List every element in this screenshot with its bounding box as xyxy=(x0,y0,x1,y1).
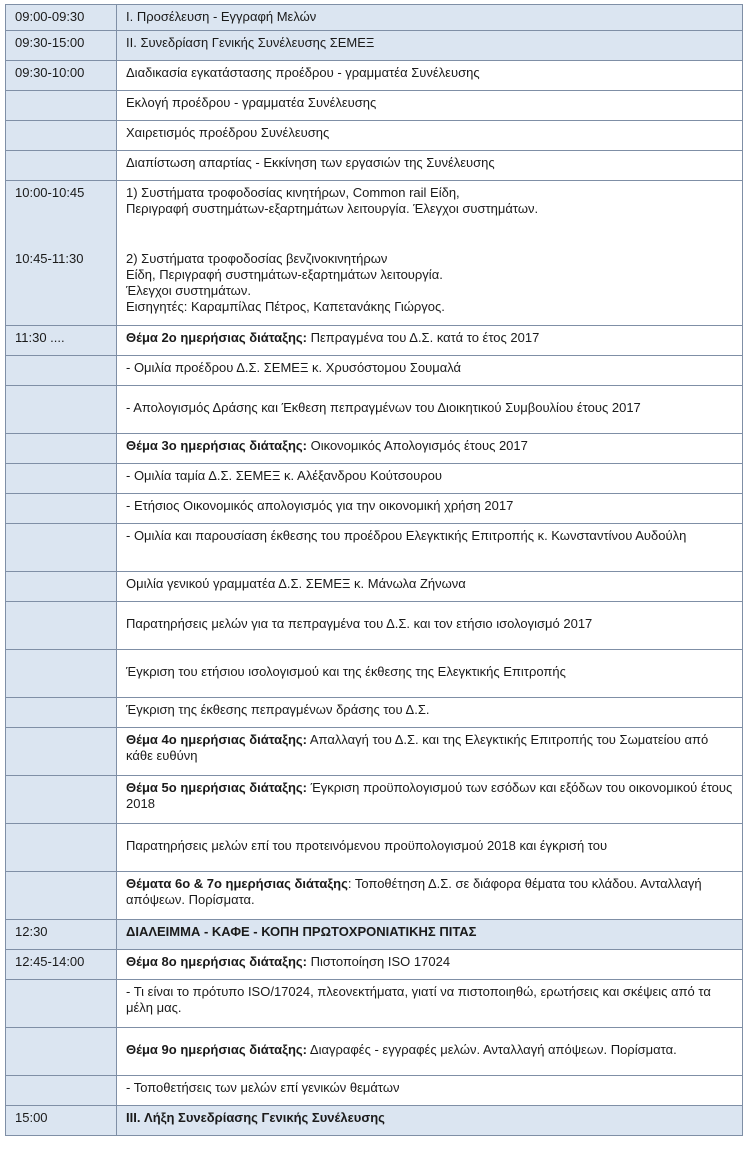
agenda-item-cell xyxy=(117,121,743,151)
agenda-time: 10:45-11:30 xyxy=(15,251,84,266)
agenda-row xyxy=(6,91,743,121)
agenda-time-cell xyxy=(6,1106,117,1136)
agenda-item-text: Παρατηρήσεις μελών επί του προτεινόμενου προϋπολογισμού 2018 και έγκρισή του xyxy=(126,838,608,853)
agenda-item-cell xyxy=(117,5,743,31)
agenda-item-cell xyxy=(117,1106,743,1136)
agenda-row xyxy=(6,1106,743,1136)
agenda-time-cell xyxy=(6,326,117,356)
agenda-item-line: Περιγραφή συστημάτων-εξαρτημάτων λειτουργία. Έλεγχοι συστημάτων. xyxy=(126,201,539,216)
agenda-row xyxy=(6,434,743,464)
agenda-row xyxy=(6,572,743,602)
agenda-item-text: Απαλλαγή του Δ.Σ. και της Ελεγκτικής Επιτροπής του Σωματείου από κάθε ευθύνη xyxy=(126,732,709,763)
agenda-item-text: - Ομιλία ταμία Δ.Σ. ΣΕΜΕΞ κ. Αλέξανδρου Κούτσουρου xyxy=(126,468,442,483)
agenda-row xyxy=(6,31,743,61)
agenda-time-cell xyxy=(6,61,117,91)
agenda-row xyxy=(6,872,743,920)
agenda-time-cell xyxy=(6,121,117,151)
agenda-item-text: Εκλογή προέδρου - γραμματέα Συνέλευσης xyxy=(126,95,377,110)
agenda-item-cell xyxy=(117,61,743,91)
agenda-item-text: Παρατηρήσεις μελών για τα πεπραγμένα του Δ.Σ. και τον ετήσιο ισολογισμό 2017 xyxy=(126,616,593,631)
agenda-item-cell xyxy=(117,386,743,434)
agenda-time-cell xyxy=(6,950,117,980)
agenda-item-text: - Τοποθετήσεις των μελών επί γενικών θεμάτων xyxy=(126,1080,400,1095)
agenda-time: 11:30 .... xyxy=(15,330,65,345)
agenda-topic-heading: ΔΙΑΛΕΙΜΜΑ - ΚΑΦΕ - ΚΟΠΗ ΠΡΩΤΟΧΡΟΝΙΑΤΙΚΗΣ ΠΙΤΑΣ xyxy=(126,924,477,939)
agenda-time-cell xyxy=(6,386,117,434)
agenda-time-cell xyxy=(6,181,117,326)
agenda-item-cell xyxy=(117,356,743,386)
agenda-item-text: - Απολογισμός Δράσης και Έκθεση πεπραγμένων του Διοικητικού Συμβουλίου έτους 2017 xyxy=(126,400,641,415)
agenda-topic-heading: Θέμα 9ο ημερήσιας διάταξης: xyxy=(126,1042,307,1057)
agenda-item-cell xyxy=(117,602,743,650)
agenda-item-cell xyxy=(117,524,743,572)
agenda-time: 09:30-10:00 xyxy=(15,65,85,80)
agenda-time-cell xyxy=(6,602,117,650)
agenda-item-text: Ομιλία γενικού γραμματέα Δ.Σ. ΣΕΜΕΞ κ. Μάνωλα Ζήνωνα xyxy=(126,576,466,591)
agenda-time-cell xyxy=(6,872,117,920)
agenda-row xyxy=(6,650,743,698)
agenda-time-cell xyxy=(6,728,117,776)
agenda-row xyxy=(6,524,743,572)
agenda-row xyxy=(6,920,743,950)
agenda-row xyxy=(6,824,743,872)
agenda-item-text: Χαιρετισμός προέδρου Συνέλευσης xyxy=(126,125,330,140)
agenda-item-text: Διαδικασία εγκατάστασης προέδρου - γραμματέα Συνέλευσης xyxy=(126,65,480,80)
agenda-item-text: II. Συνεδρίαση Γενικής Συνέλευσης ΣΕΜΕΞ xyxy=(126,35,375,50)
agenda-item-text: Διαγραφές - εγγραφές μελών. Ανταλλαγή απόψεων. Πορίσματα. xyxy=(306,1042,677,1057)
agenda-item-cell xyxy=(117,698,743,728)
agenda-time-cell xyxy=(6,494,117,524)
agenda-time: 09:30-15:00 xyxy=(15,35,85,50)
agenda-row xyxy=(6,776,743,824)
agenda-item-cell xyxy=(117,151,743,181)
agenda-item-line: Εισηγητές: Καραμπίλας Πέτρος, Καπετανάκης Γιώργος. xyxy=(126,299,445,314)
agenda-topic-heading: Θέμα 5ο ημερήσιας διάταξης: xyxy=(126,780,307,795)
agenda-time-cell xyxy=(6,776,117,824)
agenda-item-cell xyxy=(117,572,743,602)
agenda-item-cell xyxy=(117,728,743,776)
agenda-item-cell xyxy=(117,824,743,872)
agenda-time-cell xyxy=(6,5,117,31)
agenda-time-cell xyxy=(6,151,117,181)
agenda-item-text: : Τοποθέτηση Δ.Σ. σε διάφορα θέματα του κλάδου. Ανταλλαγή απόψεων. Πορίσματα. xyxy=(126,876,702,907)
agenda-row xyxy=(6,61,743,91)
agenda-item-cell xyxy=(117,181,743,326)
agenda-row xyxy=(6,728,743,776)
agenda-item-cell xyxy=(117,326,743,356)
agenda-item-text: Οικονομικός Απολογισμός έτους 2017 xyxy=(306,438,528,453)
agenda-time: 09:00-09:30 xyxy=(15,9,85,24)
agenda-table xyxy=(5,4,743,1136)
agenda-item-cell xyxy=(117,872,743,920)
agenda-item-line: Έλεγχοι συστημάτων. xyxy=(126,283,251,298)
agenda-row xyxy=(6,356,743,386)
agenda-topic-heading: Θέμα 2ο ημερήσιας διάταξης: xyxy=(126,330,307,345)
agenda-time-cell xyxy=(6,91,117,121)
agenda-row xyxy=(6,1076,743,1106)
agenda-time: 12:45-14:00 xyxy=(15,954,85,969)
agenda-item-text: Πιστοποίηση ISO 17024 xyxy=(306,954,451,969)
agenda-item-line: 2) Συστήματα τροφοδοσίας βενζινοκινητήρων xyxy=(126,251,388,266)
agenda-time-cell xyxy=(6,980,117,1028)
agenda-time-cell xyxy=(6,920,117,950)
agenda-item-text: - Τι είναι το πρότυπο ISO/17024, πλεονεκτήματα, γιατί να πιστοποιηθώ, ερωτήσεις και σκέψεις από τα μέλη μας. xyxy=(126,984,711,1015)
agenda-item-text: Διαπίστωση απαρτίας - Εκκίνηση των εργασιών της Συνέλευσης xyxy=(126,155,495,170)
agenda-time: 12:30 xyxy=(15,924,48,939)
agenda-row xyxy=(6,464,743,494)
agenda-row xyxy=(6,698,743,728)
agenda-time-cell xyxy=(6,572,117,602)
agenda-time: 10:00-10:45 xyxy=(15,185,85,200)
agenda-time-cell xyxy=(6,1028,117,1076)
agenda-item-text: Έγκριση της έκθεσης πεπραγμένων δράσης του Δ.Σ. xyxy=(126,702,430,717)
agenda-row xyxy=(6,980,743,1028)
agenda-item-cell xyxy=(117,434,743,464)
agenda-item-cell xyxy=(117,980,743,1028)
agenda-item-cell xyxy=(117,91,743,121)
agenda-item-text: - Ετήσιος Οικονομικός απολογισμός για την οικονομική χρήση 2017 xyxy=(126,498,514,513)
agenda-time-cell xyxy=(6,1076,117,1106)
agenda-item-cell xyxy=(117,950,743,980)
agenda-time-cell xyxy=(6,824,117,872)
agenda-row xyxy=(6,181,743,326)
agenda-item-cell xyxy=(117,776,743,824)
agenda-time-cell xyxy=(6,434,117,464)
agenda-item-line: Είδη, Περιγραφή συστημάτων-εξαρτημάτων λειτουργία. xyxy=(126,267,443,282)
agenda-time-cell xyxy=(6,356,117,386)
agenda-time-cell xyxy=(6,698,117,728)
agenda-row xyxy=(6,494,743,524)
agenda-topic-heading: Θέμα 3ο ημερήσιας διάταξης: xyxy=(126,438,307,453)
agenda-item-cell xyxy=(117,494,743,524)
agenda-item-line: 1) Συστήματα τροφοδοσίας κινητήρων, Common rail Είδη, xyxy=(126,185,460,200)
agenda-row xyxy=(6,950,743,980)
agenda-item-cell xyxy=(117,650,743,698)
agenda-row xyxy=(6,326,743,356)
agenda-row xyxy=(6,386,743,434)
agenda-time-cell xyxy=(6,464,117,494)
agenda-item-cell xyxy=(117,1076,743,1106)
agenda-topic-heading: Θέμα 4ο ημερήσιας διάταξης: xyxy=(126,732,307,747)
agenda-item-text: - Ομιλία προέδρου Δ.Σ. ΣΕΜΕΞ κ. Χρυσόστομου Σουμαλά xyxy=(126,360,462,375)
agenda-time: 15:00 xyxy=(15,1110,48,1125)
agenda-time-cell xyxy=(6,31,117,61)
agenda-time-cell xyxy=(6,524,117,572)
agenda-item-text: I. Προσέλευση - Εγγραφή Μελών xyxy=(126,9,317,24)
agenda-row xyxy=(6,5,743,31)
agenda-row xyxy=(6,121,743,151)
agenda-item-text: Έγκριση προϋπολογισμού των εσόδων και εξόδων του οικονομικού έτους 2018 xyxy=(126,780,733,811)
agenda-item-cell xyxy=(117,1028,743,1076)
agenda-topic-heading: Θέματα 6ο & 7ο ημερήσιας διάταξης xyxy=(126,876,348,891)
agenda-item-text: - Ομιλία και παρουσίαση έκθεσης του προέδρου Ελεγκτικής Επιτροπής κ. Κωνσταντίνου Αυδούλη xyxy=(126,528,687,543)
agenda-topic-heading: III. Λήξη Συνεδρίασης Γενικής Συνέλευσης xyxy=(126,1110,385,1125)
agenda-item-text: Έγκριση του ετήσιου ισολογισμού και της έκθεσης της Ελεγκτικής Επιτροπής xyxy=(126,664,566,679)
agenda-row xyxy=(6,151,743,181)
agenda-item-cell xyxy=(117,920,743,950)
agenda-item-cell xyxy=(117,31,743,61)
agenda-item-text: Πεπραγμένα του Δ.Σ. κατά το έτος 2017 xyxy=(306,330,540,345)
agenda-row xyxy=(6,602,743,650)
agenda-time-cell xyxy=(6,650,117,698)
agenda-topic-heading: Θέμα 8ο ημερήσιας διάταξης: xyxy=(126,954,307,969)
agenda-row xyxy=(6,1028,743,1076)
agenda-item-cell xyxy=(117,464,743,494)
agenda-body xyxy=(6,5,743,1136)
